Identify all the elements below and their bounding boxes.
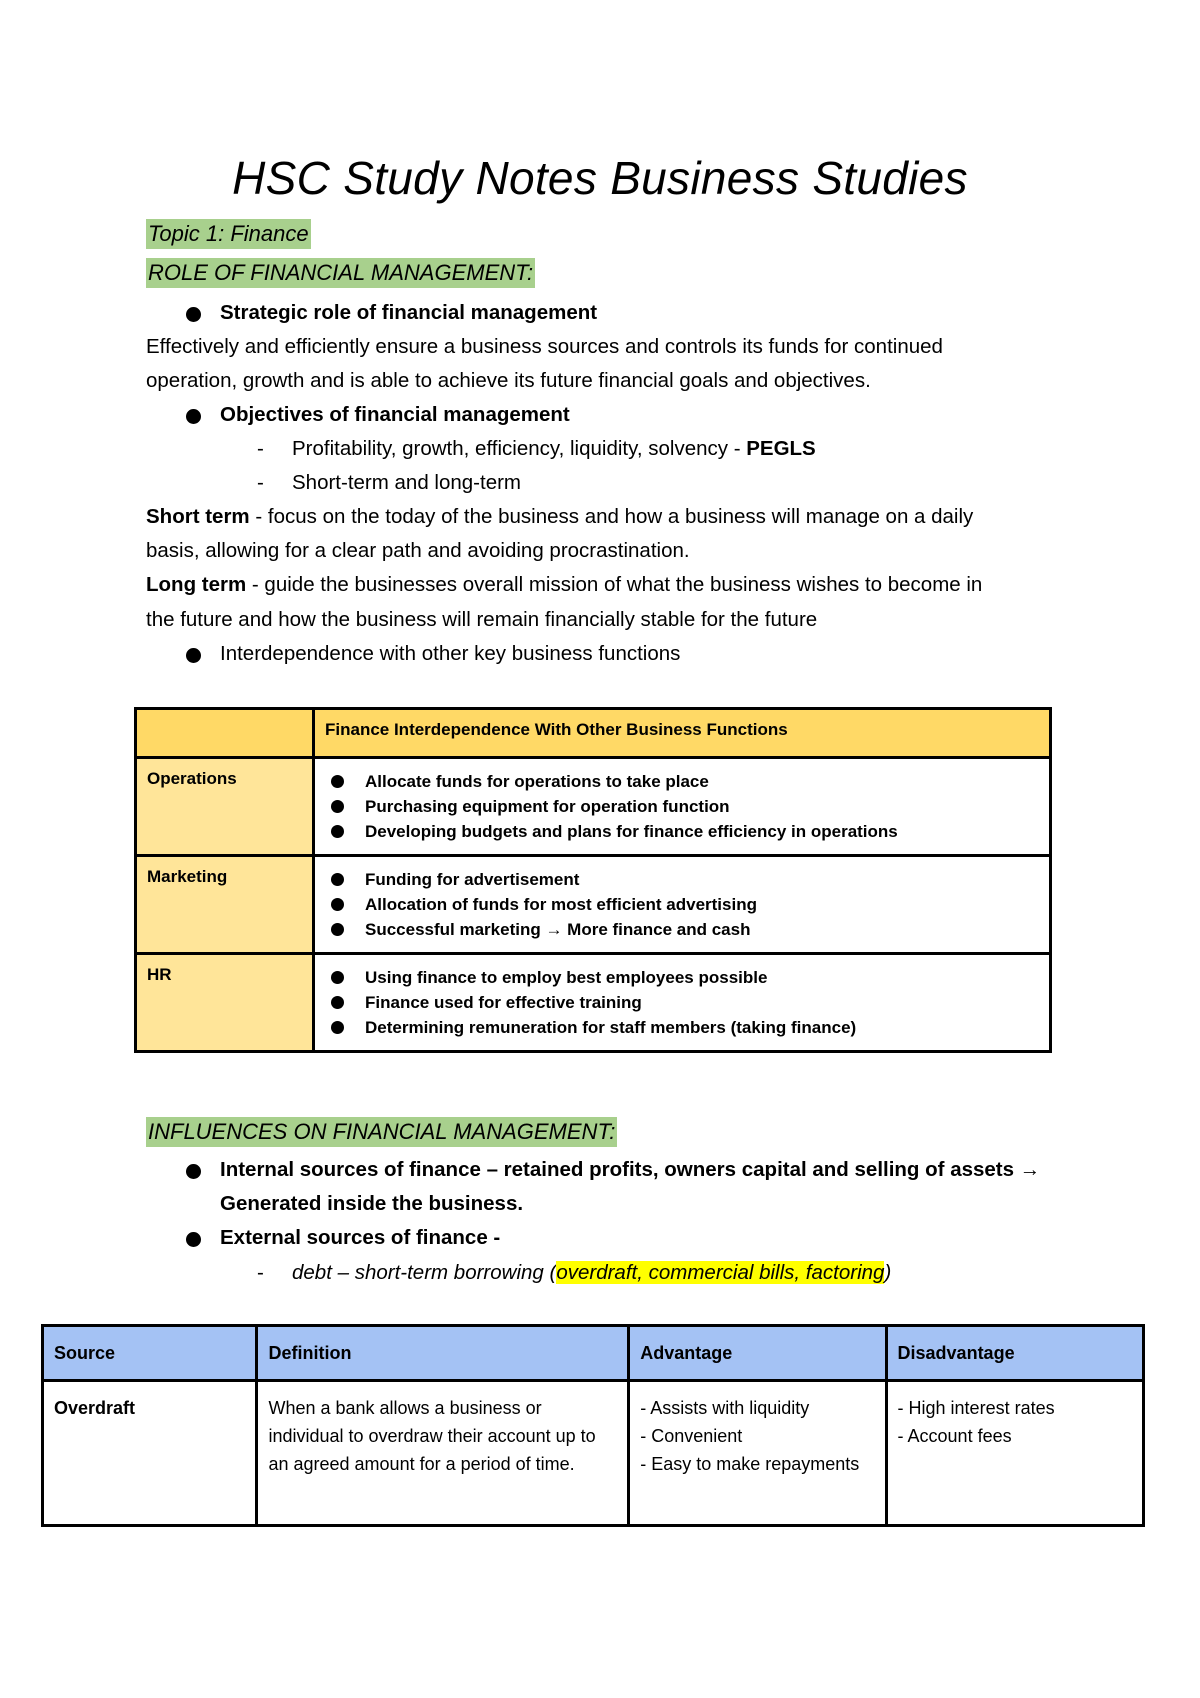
- cell-advantages: [629, 1381, 886, 1526]
- topic-heading: [146, 219, 311, 249]
- long-term-line: Long term - guide the businesses overall mission of what the business wishes to become in: [146, 573, 983, 596]
- bullet-interdependence: Interdependence with other key business functions: [220, 642, 681, 665]
- table-header-row: [43, 1326, 1144, 1381]
- row-items: [314, 954, 1051, 1052]
- row-items: [314, 856, 1051, 954]
- interdependence-table: [134, 707, 1052, 1053]
- disadvantage-item: - Account fees: [897, 1426, 1012, 1446]
- bullet-icon: [186, 648, 201, 663]
- highlight-debt-types: overdraft, commercial bills, factoring: [556, 1261, 885, 1284]
- paragraph-line: the future and how the business will remain financially stable for the future: [146, 608, 818, 631]
- bullet-external-sources: External sources of finance -: [220, 1226, 501, 1249]
- header-source: Source: [43, 1326, 257, 1381]
- table-row: [43, 1381, 1144, 1526]
- paragraph-line: basis, allowing for a clear path and avoiding procrastination.: [146, 539, 690, 562]
- bullet-internal-sources-cont: Generated inside the business.: [220, 1192, 524, 1215]
- bullet-icon: [186, 307, 201, 322]
- cell-definition: When a bank allows a business or individual to overdraw their account up to an agreed amount for a period of time.: [257, 1381, 629, 1526]
- table-row: [136, 758, 1051, 856]
- bullet-strategic-role: Strategic role of financial management: [220, 301, 598, 324]
- advantage-item: - Convenient: [640, 1426, 743, 1446]
- list-item: Funding for advertisement: [365, 867, 1039, 892]
- section-heading-influences: [146, 1117, 617, 1147]
- bullet-internal-sources: Internal sources of finance – retained profits, owners capital and selling of assets →: [220, 1158, 1041, 1181]
- table-row: [136, 856, 1051, 954]
- section-heading-role-text: ROLE OF FINANCIAL MANAGEMENT:: [146, 258, 535, 288]
- section-heading-role: [146, 258, 535, 288]
- dash-marker: -: [257, 437, 264, 460]
- dash-item-debt: debt – short-term borrowing (overdraft, commercial bills, factoring): [292, 1261, 892, 1284]
- list-item: Allocate funds for operations to take place: [365, 769, 1039, 794]
- bullet-icon: [186, 1232, 201, 1247]
- topic-label: Topic 1: Finance: [146, 219, 311, 249]
- paragraph-line: operation, growth and is able to achieve its future financial goals and objectives.: [146, 369, 871, 392]
- list-item: Finance used for effective training: [365, 990, 1039, 1015]
- dash-marker: -: [257, 471, 264, 494]
- dash-item-pegls: Profitability, growth, efficiency, liquidity, solvency - PEGLS: [292, 437, 816, 460]
- table-header-cell: Finance Interdependence With Other Business Functions: [314, 709, 1051, 758]
- dash-marker: -: [257, 1261, 264, 1284]
- list-item: Determining remuneration for staff members (taking finance): [365, 1015, 1039, 1040]
- advantage-item: - Assists with liquidity: [640, 1398, 810, 1418]
- table-row: [136, 954, 1051, 1052]
- row-items: [314, 758, 1051, 856]
- sources-table: [41, 1324, 1145, 1527]
- short-term-line: Short term - focus on the today of the business and how a business will manage on a daily: [146, 505, 974, 528]
- header-definition: Definition: [257, 1326, 629, 1381]
- table-header-empty: [136, 709, 314, 758]
- paragraph-line: Effectively and efficiently ensure a business sources and controls its funds for continued: [146, 335, 943, 358]
- cell-source: Overdraft: [43, 1381, 257, 1526]
- bullet-icon: [186, 409, 201, 424]
- row-label: HR: [136, 954, 314, 1052]
- header-disadvantage: Disadvantage: [886, 1326, 1143, 1381]
- page-title: HSC Study Notes Business Studies: [232, 152, 968, 204]
- advantage-item: - Easy to make repayments: [640, 1454, 860, 1474]
- cell-disadvantages: [886, 1381, 1143, 1526]
- header-advantage: Advantage: [629, 1326, 886, 1381]
- dash-item-terms: Short-term and long-term: [292, 471, 522, 494]
- list-item: Using finance to employ best employees possible: [365, 965, 1039, 990]
- disadvantage-item: - High interest rates: [897, 1398, 1055, 1418]
- list-item: Purchasing equipment for operation function: [365, 794, 1039, 819]
- bullet-icon: [186, 1164, 201, 1179]
- list-item: Successful marketing → More finance and cash: [365, 917, 1039, 942]
- section-heading-influences-text: INFLUENCES ON FINANCIAL MANAGEMENT:: [146, 1117, 617, 1147]
- bullet-objectives: Objectives of financial management: [220, 403, 570, 426]
- table-header-row: [136, 709, 1051, 758]
- list-item: Developing budgets and plans for finance efficiency in operations: [365, 819, 1039, 844]
- row-label: Operations: [136, 758, 314, 856]
- row-label: Marketing: [136, 856, 314, 954]
- list-item: Allocation of funds for most efficient advertising: [365, 892, 1039, 917]
